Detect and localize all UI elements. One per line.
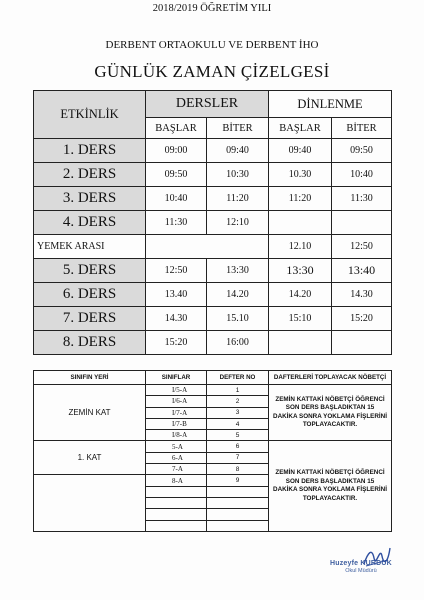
lesson-name: 4. DERS [34, 211, 146, 235]
lesson-name: 1. DERS [34, 139, 146, 163]
break-header: DİNLENME [269, 91, 392, 118]
duty-note-first: ZEMİN KATTAKİ NÖBETÇİ ÖĞRENCİ SON DERS BAŞLADIKTAN 15 DAKİKA SONRA YOKLAMA FİŞLERİNİ TOPLAYACAKTIR. [269, 441, 392, 531]
break-start: 09:40 [269, 139, 332, 163]
empty-cell [207, 486, 269, 497]
location-header: SINIFIN YERİ [34, 371, 146, 385]
empty-cell [146, 486, 207, 497]
break-start: 15:10 [269, 307, 332, 331]
lessons-header: DERSLER [146, 91, 269, 118]
book-number: 5 [207, 430, 269, 441]
schedule-row [34, 331, 392, 355]
lesson-end: 09:40 [207, 139, 269, 163]
book-number: 8 [207, 464, 269, 475]
lesson-end: 14.20 [207, 283, 269, 307]
class-name: 6-A [146, 452, 207, 463]
empty-cell [207, 509, 269, 520]
class-name: I/7-B [146, 418, 207, 429]
empty-cell [146, 497, 207, 508]
book-number: 9 [207, 475, 269, 486]
lesson-start: 09:50 [146, 163, 207, 187]
break-start: 14.20 [269, 283, 332, 307]
book-number: 2 [207, 396, 269, 407]
signer-name: Huzeyfe KURDUK [330, 560, 392, 567]
schedule-row [34, 283, 392, 307]
lesson-start: 09:00 [146, 139, 207, 163]
lesson-start: 13.40 [146, 283, 207, 307]
lesson-start: 12:50 [146, 259, 207, 283]
lesson-name: 8. DERS [34, 331, 146, 355]
book-number: 3 [207, 407, 269, 418]
class-name: I/6-A [146, 396, 207, 407]
break-start [269, 211, 332, 235]
signature-scribble-icon [362, 544, 392, 568]
lesson-name: 5. DERS [34, 259, 146, 283]
break-end: 15:20 [332, 307, 392, 331]
break-end [332, 331, 392, 355]
schedule-table [33, 90, 392, 355]
break-end: 10:40 [332, 163, 392, 187]
lesson-end: 10:30 [207, 163, 269, 187]
class-name: I/7-A [146, 407, 207, 418]
schedule-row [34, 211, 392, 235]
lesson-end: 11:20 [207, 187, 269, 211]
floor-ground: ZEMİN KAT [34, 385, 146, 441]
schedule-row [34, 187, 392, 211]
signer-role: Okul Müdürü [345, 568, 377, 574]
lesson-start: 10:40 [146, 187, 207, 211]
schedule-row [34, 259, 392, 283]
break-end-header: BİTER [332, 118, 392, 139]
book-number: 6 [207, 441, 269, 452]
lesson-start-header: BAŞLAR [146, 118, 207, 139]
lesson-start: 14.30 [146, 307, 207, 331]
lesson-name: 7. DERS [34, 307, 146, 331]
collector-header: DAFTERLERİ TOPLAYACAK NÖBETÇİ [269, 371, 392, 385]
lunch-break-label: YEMEK ARASI [34, 235, 146, 259]
lesson-end: 13:30 [207, 259, 269, 283]
class-name: I/5-A [146, 385, 207, 396]
lesson-end: 15.10 [207, 307, 269, 331]
break-end: 12:50 [332, 235, 392, 259]
lesson-end: 12:10 [207, 211, 269, 235]
book-number: 4 [207, 418, 269, 429]
book-number: 1 [207, 385, 269, 396]
lesson-start: 11:30 [146, 211, 207, 235]
lesson-end-header: BİTER [207, 118, 269, 139]
duty-note-ground: ZEMİN KATTAKİ NÖBETÇİ ÖĞRENCİ SON DERS BAŞLADIKTAN 15 DAKİKA SONRA YOKLAMA FİŞLERİNİ TOPLAYACAKTIR. [269, 385, 392, 441]
lesson-name: 2. DERS [34, 163, 146, 187]
empty-cell [146, 520, 207, 531]
signature-stamp [330, 560, 392, 574]
lesson-name: 6. DERS [34, 283, 146, 307]
class-name: 7-A [146, 464, 207, 475]
class-name: I/8-A [146, 430, 207, 441]
break-end: 14.30 [332, 283, 392, 307]
break-end [332, 211, 392, 235]
floor-empty [34, 475, 146, 531]
break-start: 10.30 [269, 163, 332, 187]
empty-cell [207, 497, 269, 508]
break-start [269, 331, 332, 355]
empty-cell [207, 520, 269, 531]
floor-first: 1. KAT [34, 441, 146, 475]
page-title: GÜNLÜK ZAMAN ÇİZELGESİ [94, 62, 330, 81]
break-start-header: BAŞLAR [269, 118, 332, 139]
schedule-row [34, 307, 392, 331]
lunch-lesson-blank [146, 235, 269, 259]
duty-table [33, 370, 392, 532]
schedule-row [34, 163, 392, 187]
break-start: 12.10 [269, 235, 332, 259]
academic-year: 2018/2019 ÖĞRETİM YILI [152, 3, 272, 14]
lunch-break-row [34, 235, 392, 259]
school-name: DERBENT ORTAOKULU VE DERBENT İHO [105, 39, 319, 51]
break-start: 13:30 [269, 259, 332, 283]
break-end: 11:30 [332, 187, 392, 211]
schedule-row [34, 139, 392, 163]
lesson-start: 15:20 [146, 331, 207, 355]
lesson-name: 3. DERS [34, 187, 146, 211]
break-end: 09:50 [332, 139, 392, 163]
book-number-header: DEFTER NO [207, 371, 269, 385]
class-name: 5-A [146, 441, 207, 452]
classes-header: SINIFLAR [146, 371, 207, 385]
break-start: 11:20 [269, 187, 332, 211]
class-name: 8-A [146, 475, 207, 486]
lesson-end: 16:00 [207, 331, 269, 355]
break-end: 13:40 [332, 259, 392, 283]
book-number: 7 [207, 452, 269, 463]
empty-cell [146, 509, 207, 520]
activity-header: ETKİNLİK [34, 91, 146, 139]
